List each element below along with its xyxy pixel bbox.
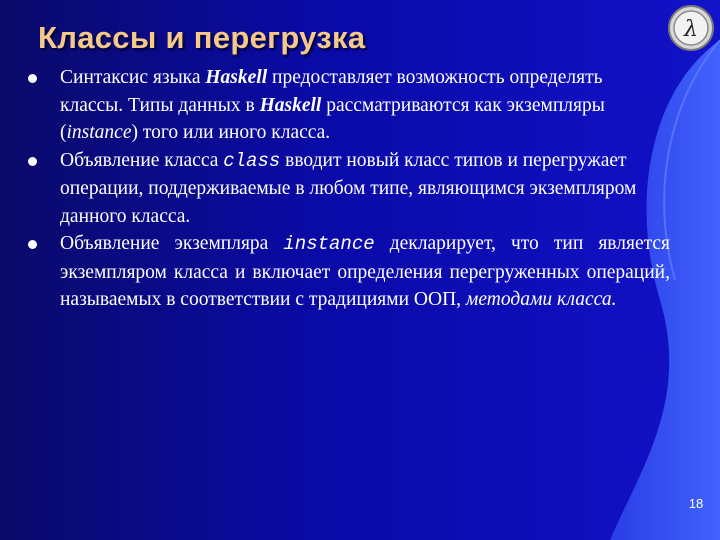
slide-title: Классы и перегрузка [38,20,366,55]
code-keyword: class [223,149,281,172]
code-keyword: instance [283,233,375,255]
svg-text:λ: λ [684,17,698,42]
bullet-dot-icon [28,74,37,83]
lambda-logo-icon [667,4,715,52]
page-number: 18 [688,496,704,511]
bullet-dot-icon [28,157,37,166]
bullet-dot-icon [28,240,37,249]
bullet-item: Синтаксис языка Haskell предоставляет возможность определять классы. Типы данных в Haskell рассматриваются как экземпляры (instance) того или иного класса. [20,64,670,147]
bullet-list [20,64,670,314]
bullet-item: Объявление класса class вводит новый класс типов и перегружает операции, поддерживаемые в любом типе, являющимся экземпляром данного класса. [20,147,670,231]
bullet-item: Объявление экземпляра instance декларирует, что тип является экземпляром класса и включает определения перегруженных операций, называемых в соответствии с традициями ООП, методами класса. [20,230,670,314]
